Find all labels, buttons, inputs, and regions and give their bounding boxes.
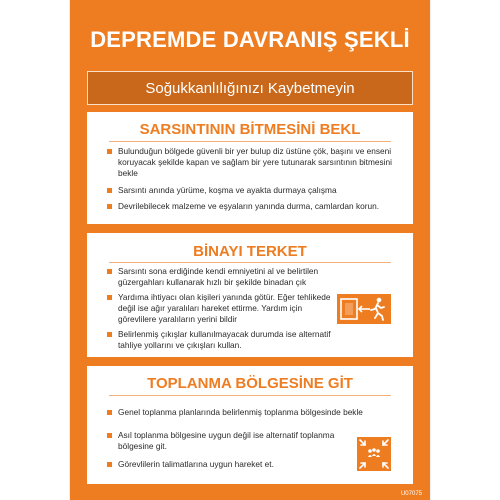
list-item bbox=[107, 407, 397, 418]
list-item-text: Sarsıntı sona erdiğinde kendi emniyetini al ve belirtilen güzergahları kullanarak hızlı bir şekilde binadan çık bbox=[118, 266, 319, 287]
bullet-icon bbox=[107, 295, 112, 300]
bullet-icon bbox=[107, 410, 112, 415]
bullet-icon bbox=[107, 188, 112, 193]
section-heading: SARSINTININ BİTMESİNİ BEKL bbox=[139, 121, 361, 138]
bullet-icon bbox=[107, 462, 112, 467]
bullet-icon bbox=[107, 332, 112, 337]
poster-title: DEPREMDE DAVRANIŞ ŞEKLİ bbox=[90, 27, 410, 52]
list-item-text: Bulunduğun bölgede güvenli bir yer bulup diz üstüne çök, başını ve enseni koruyacak şekilde kapan ve sağlam bir yere tutunarak sarsıntının bitmesini bekle bbox=[118, 146, 392, 178]
list-item bbox=[107, 201, 407, 212]
list-item-text: Belirlenmiş çıkışlar kullanılmayacak durumda ise alternatif tahliye yollarını ve çıkışları kullan. bbox=[118, 329, 331, 350]
list-item-text: Devrilebilecek malzeme ve eşyaların yanında durma, camlardan korun. bbox=[118, 201, 380, 211]
bullet-icon bbox=[107, 204, 112, 209]
divider bbox=[109, 262, 391, 263]
list-item bbox=[107, 329, 335, 351]
subtitle-bar bbox=[87, 71, 413, 105]
product-code: U07075 bbox=[400, 491, 422, 497]
section-assembly-panel bbox=[87, 366, 413, 484]
list-item bbox=[107, 430, 347, 452]
assembly-point-icon bbox=[357, 437, 391, 471]
emergency-exit-icon bbox=[337, 294, 391, 324]
list-item-text: Sarsıntı anında yürüme, koşma ve ayakta durmaya çalışma bbox=[118, 185, 337, 195]
section-heading: TOPLANMA BÖLGESİNE GİT bbox=[147, 375, 353, 392]
divider bbox=[109, 395, 391, 396]
list-item bbox=[107, 266, 335, 288]
list-item-text: Asıl toplanma bölgesine uygun değil ise alternatif toplanma bölgesine git. bbox=[118, 430, 335, 451]
bullet-icon bbox=[107, 149, 112, 154]
subtitle: Soğukkanlılığınızı Kaybetmeyin bbox=[145, 79, 355, 97]
poster bbox=[70, 0, 430, 500]
bullet-icon bbox=[107, 433, 112, 438]
list-item bbox=[107, 459, 347, 470]
list-item bbox=[107, 292, 335, 325]
section-wait-panel bbox=[87, 112, 413, 224]
section-heading: BİNAYI TERKET bbox=[193, 243, 307, 260]
bullet-icon bbox=[107, 269, 112, 274]
list-item bbox=[107, 185, 407, 196]
list-item-text: Görevlilerin talimatlarına uygun hareket et. bbox=[118, 459, 274, 469]
list-item-text: Yardıma ihtiyacı olan kişileri yanında götür. Eğer tehlikede değil ise ağır yaralıları hareket ettirme. Yardım için görevlilere yaralıların yerini bildir bbox=[118, 292, 331, 324]
divider bbox=[109, 141, 391, 142]
section-leave-building-panel bbox=[87, 233, 413, 357]
list-item-text: Genel toplanma planlarında belirlenmiş toplanma bölgesinde bekle bbox=[118, 407, 363, 417]
list-item bbox=[107, 146, 407, 179]
